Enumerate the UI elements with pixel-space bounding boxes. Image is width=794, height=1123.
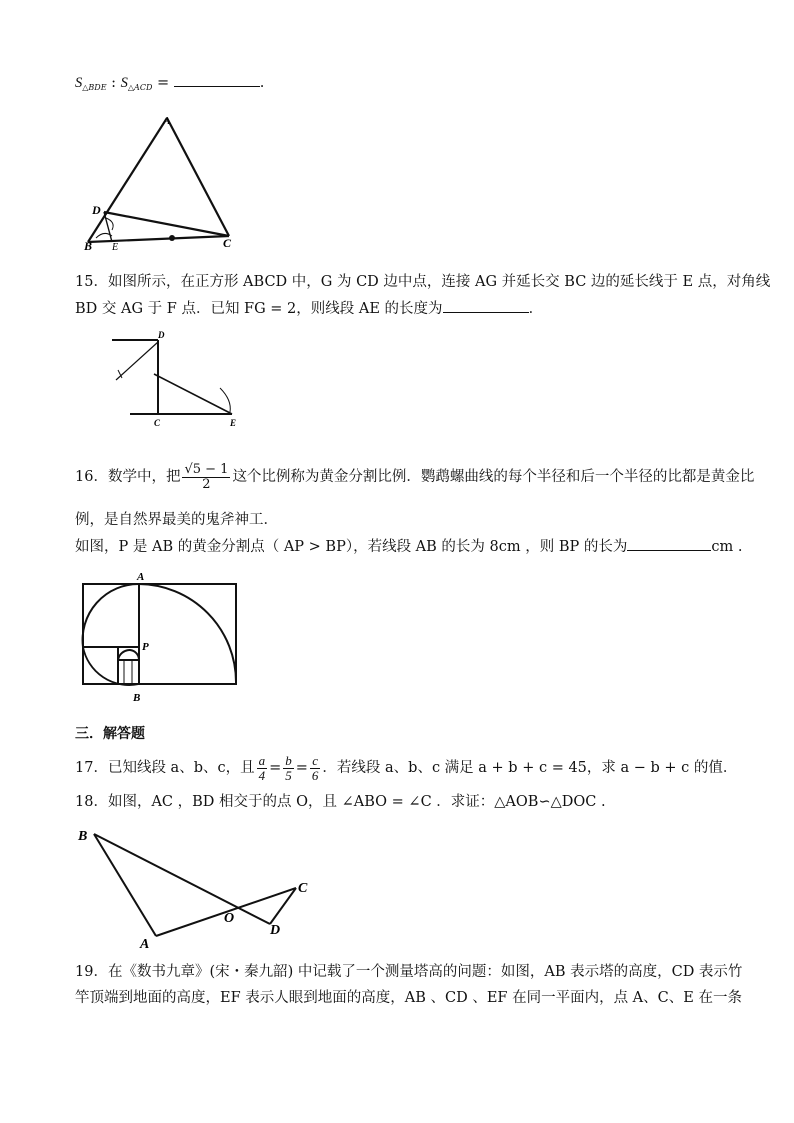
figure-15-square bbox=[108, 330, 248, 432]
fig15-label-D: D bbox=[158, 330, 165, 340]
fig14-label-E: E bbox=[112, 242, 119, 253]
fig16-label-P: P bbox=[142, 641, 149, 653]
q18: 18．如图，AC ，BD 相交于的点 O，且 ∠ABO = ∠C ．求证：△AOB∽△DOC . bbox=[75, 794, 606, 810]
fig18-label-D: D bbox=[270, 923, 281, 938]
q19-line2: 竿顶端到地面的高度，EF 表示人眼到地面的高度，AB 、CD 、EF 在同一平面内，点 A、C、E 在一条 bbox=[75, 990, 742, 1006]
figure-14-triangle bbox=[82, 110, 252, 255]
figure-16-golden-spiral bbox=[78, 570, 243, 706]
q16-line3: 如图，P 是 AB 的黄金分割点（ AP > BP），若线段 AB 的长为 8cm ，则 BP 的长为 cm . bbox=[75, 536, 742, 557]
fig16-label-B: B bbox=[133, 692, 141, 704]
answer-blank-16[interactable] bbox=[627, 536, 711, 551]
fig18-label-O: O bbox=[224, 911, 235, 926]
fig15-label-E: E bbox=[230, 418, 237, 428]
q15-line2: BD 交 AG 于 F 点．已知 FG = 2，则线段 AE 的长度为 ． bbox=[75, 298, 543, 319]
fig18-label-C: C bbox=[298, 881, 308, 896]
fig18-label-B: B bbox=[78, 829, 88, 844]
q15-line1: 15．如图所示，在正方形 ABCD 中，G 为 CD 边中点，连接 AG 并延长交 BC 边的延长线于 E 点，对角线 bbox=[75, 274, 771, 290]
section-heading: 三．解答题 bbox=[75, 726, 145, 742]
fig14-label-B: B bbox=[84, 239, 93, 253]
q19-line1: 19．在《数书九章》(宋・秦九韶) 中记载了一个测量塔高的问题：如图，AB 表示塔的高度，CD 表示竹 bbox=[75, 964, 743, 980]
q14-tail: $S_{\triangle BDE}$ : $S_{\triangle ACD}$ = . bbox=[75, 72, 264, 98]
fig16-label-A: A bbox=[137, 571, 145, 583]
golden-ratio-fraction: $\frac{√5 - 1}{2}$ bbox=[184, 461, 229, 492]
answer-blank-15[interactable] bbox=[443, 298, 529, 313]
fig14-label-A: A bbox=[163, 115, 170, 127]
answer-blank-14[interactable] bbox=[174, 72, 260, 87]
fig18-label-A: A bbox=[140, 937, 150, 952]
figure-18-bowtie bbox=[74, 822, 324, 952]
fig14-label-D: D bbox=[92, 203, 101, 217]
q17: 17．已知线段 a、b、c，且 $\frac{a}{4}$ = $\frac{b}{5}$ = $\frac{c}{6}$ ．若线段 a、b、c 满足 a + b + c = 45，求 a − b + c 的值． bbox=[75, 752, 738, 783]
fig14-label-C: C bbox=[223, 236, 232, 250]
fig15-label-C: C bbox=[154, 418, 161, 428]
q16-line2: 例，是自然界最美的鬼斧神工． bbox=[75, 512, 278, 528]
q16-line1: 16．数学中，把 $\frac{√5 - 1}{2}$ 这个比例称为黄金分割比例．鹦鹉螺曲线的每个半径和后一个半径的比都是黄金比 bbox=[75, 461, 755, 492]
